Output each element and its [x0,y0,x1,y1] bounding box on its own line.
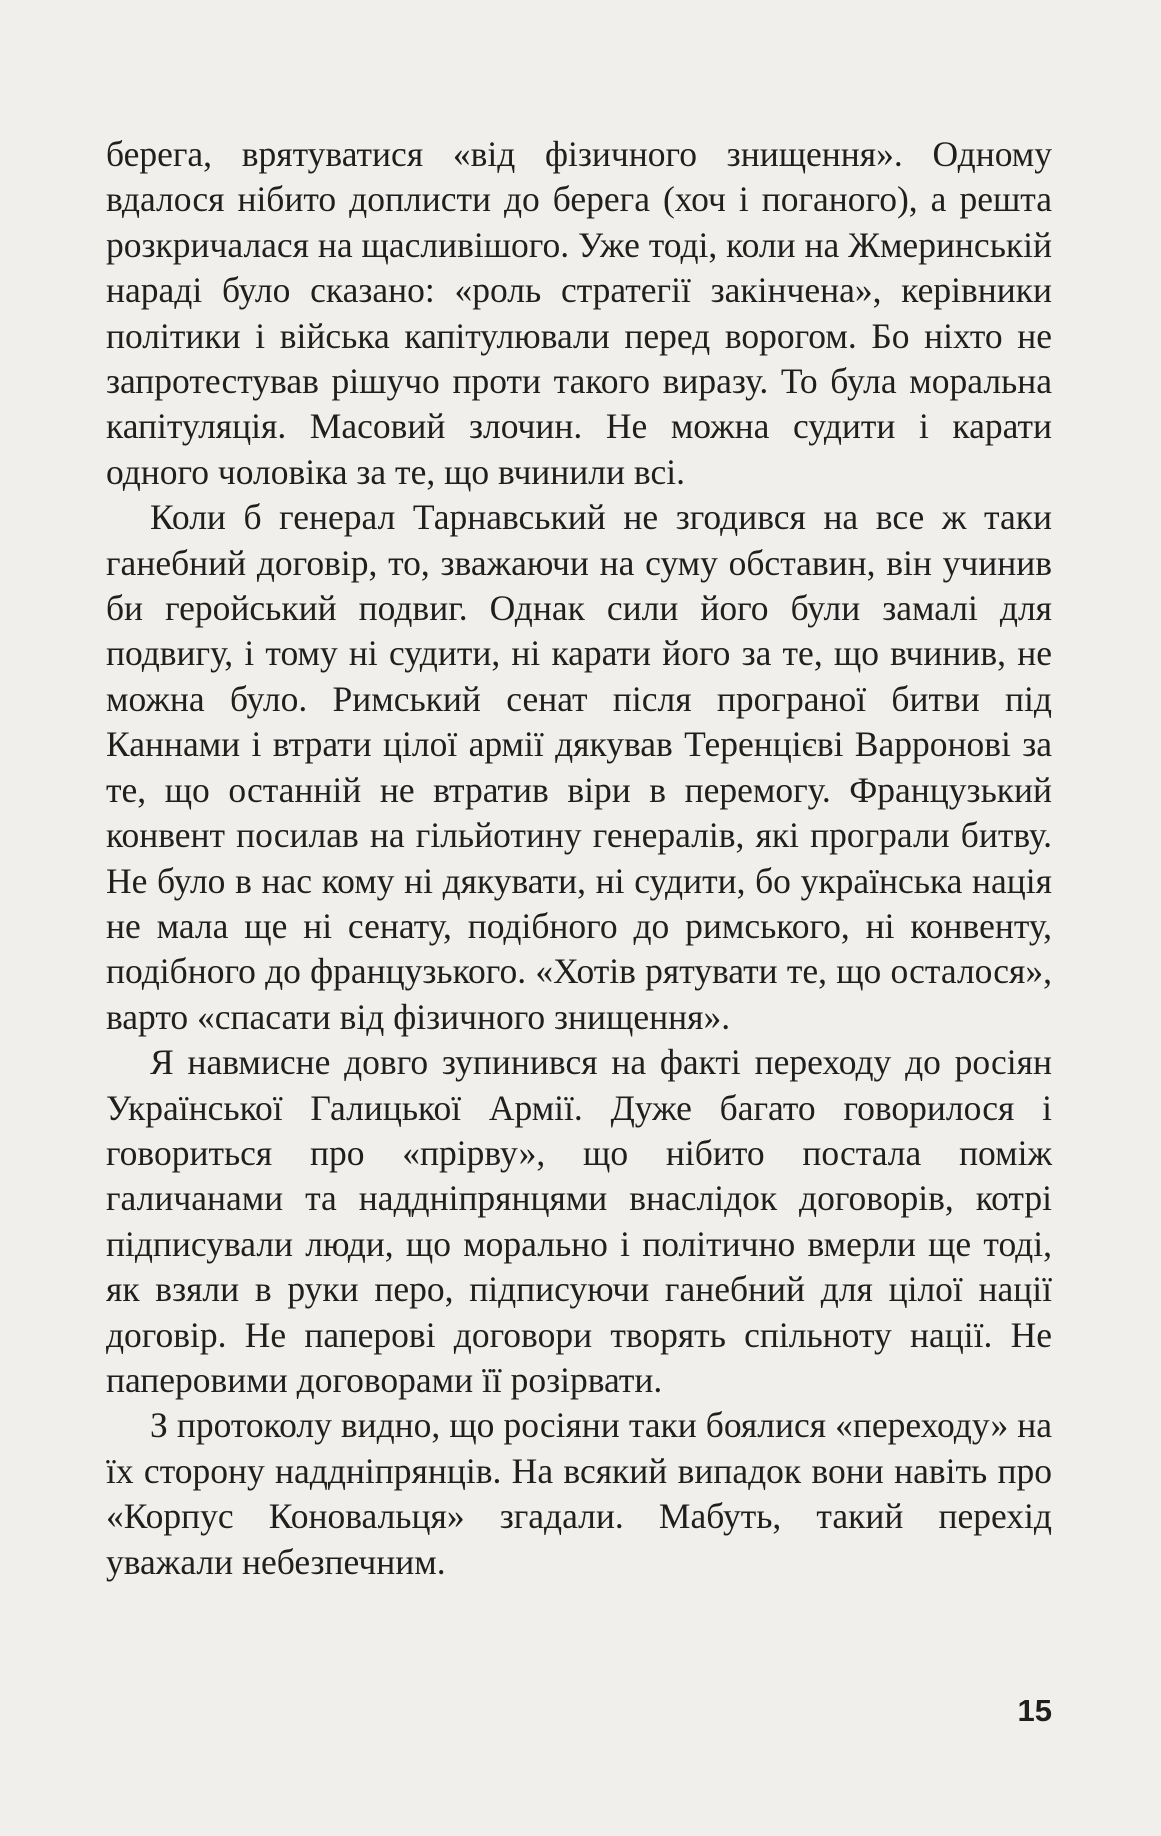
body-text [106,132,1052,1585]
paragraph-3: Я навмисне довго зупинився на факті переходу до росіян Української Галицької Армії. Дуже багато говорилося і говориться про «прірву», що нібито постала поміж галичанами та наддніпрянцями внаслідок договорів, котрі підписували люди, що морально і політично вмерли ще тоді, як взяли в руки перо, підписуючи ганебний для цілої нації договір. Не паперові договори творять спільноту нації. Не паперовими договорами її розірвати. [106,1042,1052,1400]
paragraph-1: берега, врятуватися «від фізичного знищення». Одному вдалося нібито доплисти до берега (хоч і поганого), а решта розкричалася на щасливішого. Уже тоді, коли на Жмеринській нараді було сказано: «роль стратегії закінчена», керівники політики і війська капітулювали перед ворогом. Бо ніхто не запротестував рішучо проти такого виразу. То була моральна капітуляція. Масовий злочин. Не можна судити і карати одного чоловіка за те, що вчинили всі. [106,134,1052,492]
page-number: 15 [1017,1693,1052,1728]
paragraph-4: З протоколу видно, що росіяни таки боялися «переходу» на їх сторону наддніпрянців. На всякий випадок вони навіть про «Корпус Коновальця» згадали. Мабуть, такий перехід уважали небезпечним. [106,1405,1052,1582]
paragraph-2: Коли б генерал Тарнавський не згодився на все ж таки ганебний договір, то, зважаючи на суму обставин, він учинив би геройський подвиг. Однак сили його були замалі для подвигу, і тому ні судити, ні карати його за те, що вчинив, не можна було. Римський сенат після програної битви під Каннами і втрати цілої армії дякував Теренцієві Варронові за те, що останній не втратив віри в перемогу. Французький конвент посилав на гільйотину генералів, які програли битву. Не було в нас кому ні дякувати, ні судити, бо українська нація не мала ще ні сенату, подібного до римського, ні конвенту, подібного до французького. «Хотів рятувати те, що осталося», варто «спасати від фізичного знищення». [106,497,1052,1037]
